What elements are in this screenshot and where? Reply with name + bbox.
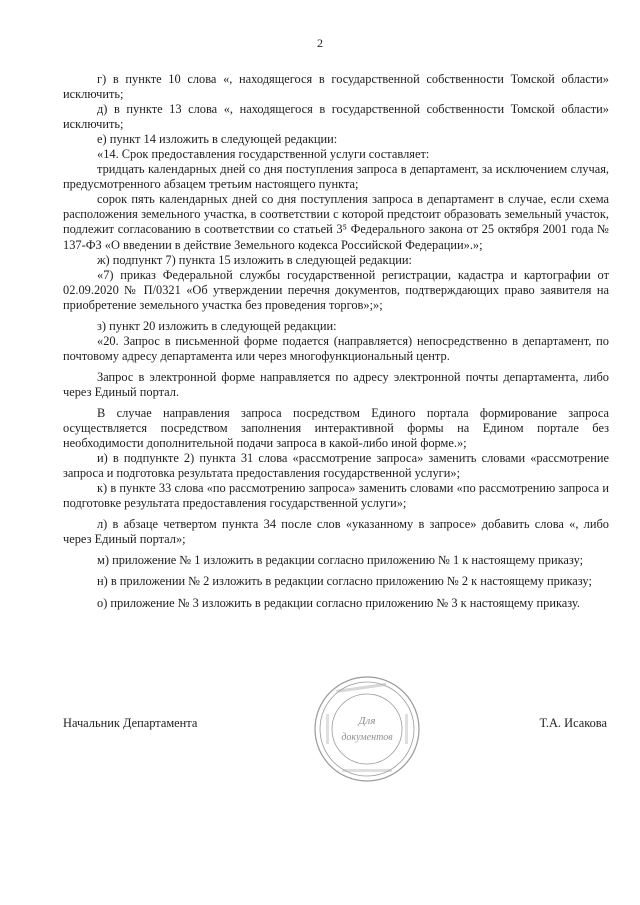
stamp-inner-ring xyxy=(332,694,402,764)
paragraph-e: е) пункт 14 изложить в следующей редакции: xyxy=(97,132,338,147)
signature-title: Начальник Департамента xyxy=(63,716,198,730)
paragraph-14-intro: «14. Срок предоставления государственной услуги составляет: xyxy=(97,147,430,162)
paragraph-7-order: «7) приказ Федеральной службы государственной регистрации, кадастра и картографии от 02.09.2020 № П/0321 «Об утверждении перечня документов, подтверждающих право заявителя на приобретение земельного участка без проведения торгов»;»; xyxy=(63,267,609,312)
paragraph-14-thirty-days: тридцать календарных дней со дня поступления запроса в департамент, за исключением случая, предусмотренного абзацем третьим настоящего пункта; xyxy=(63,162,609,192)
paragraph-20-portal: В случае направления запроса посредством Единого портала формирование запроса осуществляется посредством заполнения интерактивной формы на Едином портале без необходимости дополнительной подачи запроса в какой-либо иной форме.»; xyxy=(63,405,609,451)
signature-name: Т.А. Исакова xyxy=(539,716,607,730)
paragraph-k: к) в пункте 33 слова «по рассмотрению запроса» заменить словами «по рассмотрению запроса и подготовке результата предоставления государственной услуги»; xyxy=(63,481,609,511)
paragraph-zh: ж) подпункт 7) пункта 15 изложить в следующей редакции: xyxy=(97,252,412,267)
paragraph-20-written: «20. Запрос в письменной форме подается (направляется) непосредственно в департамент, по почтовому адресу департамента или через многофункциональный центр. xyxy=(63,333,609,363)
stamp-outer-ring xyxy=(315,677,419,781)
paragraph-z: з) пункт 20 изложить в следующей редакции: xyxy=(97,318,337,333)
paragraph-o: о) приложение № 3 изложить в редакции согласно приложению № 3 к настоящему приказу. xyxy=(97,595,580,610)
paragraph-g: г) в пункте 10 слова «, находящегося в государственной собственности Томской области» исключить; xyxy=(63,72,609,102)
paragraph-n: н) в приложении № 2 изложить в редакции согласно приложению № 2 к настоящему приказу; xyxy=(97,574,592,589)
document-body xyxy=(63,72,609,611)
paragraph-20-electronic: Запрос в электронной форме направляется по адресу электронной почты департамента, либо через Единый портал. xyxy=(63,369,609,399)
paragraph-d: д) в пункте 13 слова «, находящегося в государственной собственности Томской области» исключить; xyxy=(63,102,609,132)
stamp-text-line1: Для xyxy=(358,715,376,727)
stamp-ring-lettering xyxy=(326,683,408,772)
paragraph-i: и) в подпункте 2) пункта 31 слова «рассмотрение запроса» заменить словами «рассмотрение запроса и подготовка результата предоставления государственной услуги»; xyxy=(63,451,609,481)
paragraph-14-forty-five-days: сорок пять календарных дней со дня поступления запроса в департамент в случае, если схема расположения земельного участка, в соответствии с которой предстоит образовать земельный участок, подлежит согласованию в соответствии со статьей 3⁵ Федерального закона от 25 октября 2001 года № 137-ФЗ «О введении в действие Земельного кодекса Российской Федерации».»; xyxy=(63,192,609,252)
stamp-seal xyxy=(312,674,422,784)
page-number: 2 xyxy=(317,36,323,50)
stamp-middle-ring xyxy=(320,682,414,776)
stamp-text-line2: документов xyxy=(341,732,393,743)
paragraph-m: м) приложение № 1 изложить в редакции согласно приложению № 1 к настоящему приказу; xyxy=(97,553,584,568)
paragraph-l: л) в абзаце четвертом пункта 34 после слов «указанному в запросе» добавить слова «, либо через Единый портал»; xyxy=(63,517,609,547)
